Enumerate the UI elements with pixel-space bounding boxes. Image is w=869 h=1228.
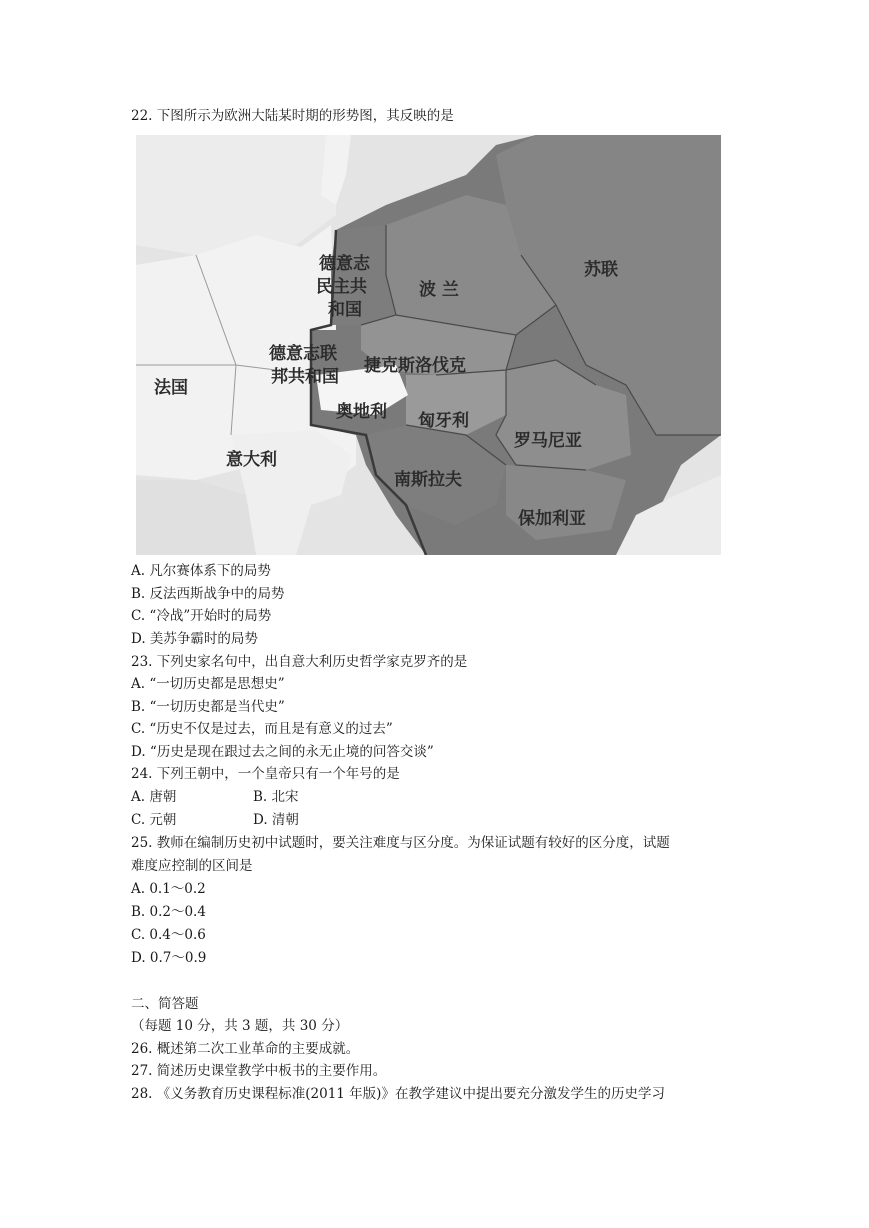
map-label-italy: 意大利 — [226, 450, 277, 470]
map-label-gdr-3: 和国 — [328, 300, 362, 320]
q22-option-a: A. 凡尔赛体系下的局势 — [131, 563, 271, 579]
q23-option-c: C. “历史不仅是过去，而且是有意义的过去” — [131, 721, 393, 737]
q24-stem: 24. 下列王朝中，一个皇帝只有一个年号的是 — [131, 766, 400, 782]
map-label-romania: 罗马尼亚 — [514, 431, 582, 451]
map-label-gdr-2: 民主共 — [316, 277, 367, 297]
map-label-hungary: 匈牙利 — [418, 411, 469, 431]
q23-option-a: A. “一切历史都是思想史” — [131, 676, 285, 692]
q27-text: 27. 简述历史课堂教学中板书的主要作用。 — [131, 1063, 387, 1079]
section2-note: （每题 10 分，共 3 题，共 30 分） — [131, 1018, 349, 1034]
q24-option-b: B. 北宋 — [253, 789, 299, 805]
q22-option-d: D. 美苏争霸时的局势 — [131, 631, 258, 647]
q25-stem-line1: 25. 教师在编制历史初中试题时，要关注难度与区分度。为保证试题有较好的区分度，试题 — [131, 835, 670, 851]
map-label-czechoslovakia: 捷克斯洛伐克 — [364, 356, 466, 376]
q26-text: 26. 概述第二次工业革命的主要成就。 — [131, 1041, 360, 1057]
map-label-gdr-1: 德意志 — [319, 254, 370, 274]
q22-stem: 22. 下图所示为欧洲大陆某时期的形势图，其反映的是 — [131, 108, 454, 124]
q23-option-b: B. “一切历史都是当代史” — [131, 699, 285, 715]
section2-title: 二、简答题 — [131, 996, 199, 1012]
q25-option-a: A. 0.1～0.2 — [131, 881, 206, 897]
map-label-austria: 奥地利 — [336, 402, 387, 422]
q25-option-d: D. 0.7～0.9 — [131, 950, 207, 966]
map-label-ussr: 苏联 — [584, 260, 618, 280]
map-label-poland: 波 兰 — [419, 280, 459, 300]
q25-stem-line2: 难度应控制的区间是 — [131, 858, 253, 874]
map-label-france: 法国 — [154, 378, 188, 398]
q24-option-d: D. 清朝 — [253, 812, 299, 828]
map-label-bulgaria: 保加利亚 — [518, 509, 586, 529]
q22-option-b: B. 反法西斯战争中的局势 — [131, 586, 285, 602]
q23-option-d: D. “历史是现在跟过去之间的永无止境的问答交谈” — [131, 744, 434, 760]
map-label-frg-2: 邦共和国 — [271, 367, 339, 387]
q23-stem: 23. 下列史家名句中，出自意大利历史哲学家克罗齐的是 — [131, 654, 468, 670]
map-label-yugoslavia: 南斯拉夫 — [394, 470, 462, 490]
europe-map — [136, 135, 721, 555]
q22-option-c: C. “冷战”开始时的局势 — [131, 608, 272, 624]
q24-option-c: C. 元朝 — [131, 812, 177, 828]
map-label-frg-1: 德意志联 — [269, 344, 337, 364]
q24-option-a: A. 唐朝 — [131, 789, 177, 805]
q28-text: 28. 《义务教育历史课程标准(2011 年版)》在教学建议中提出要充分激发学生的历史学习 — [131, 1086, 665, 1102]
q25-option-b: B. 0.2～0.4 — [131, 904, 206, 920]
q25-option-c: C. 0.4～0.6 — [131, 927, 206, 943]
